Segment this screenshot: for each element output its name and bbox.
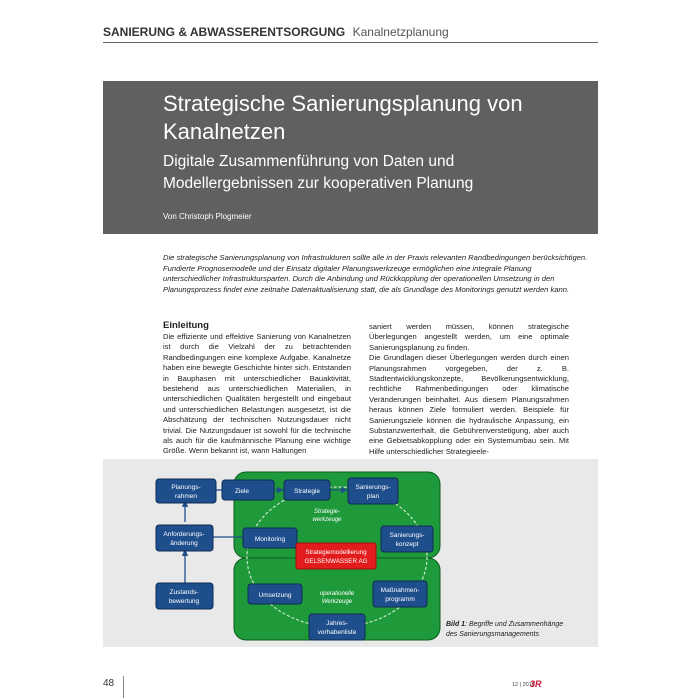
planungsrahmen-label: Planungs-	[171, 484, 201, 491]
monitoring-box	[243, 528, 297, 548]
massnahmenprogramm-label: programm	[385, 596, 415, 603]
body-paragraph: saniert werden müssen, können strategische Überlegungen angestellt werden, um eine optimale Sanierungsplanung zu finden.	[369, 322, 569, 352]
jahresvorhabenliste-label: vorhabenliste	[317, 629, 357, 636]
body-paragraph: Die effiziente und effektive Sanierung von Kanalnetzen ist durch die Vielzahl der zu betrachtenden Randbedingungen eine komplexe Aufgabe. Kanalnetze haben eine bewegte Geschichte hinter sich. Entstanden in Bauphasen mit unterschiedlicher Bauaktivität, bestehend aus unterschiedlichen Materialien, in unterschiedlichen Qualitäten hergestellt und eingebaut und unterschiedlichen Belastungen ausgesetzt, ist die Abschätzung der technischen Nutzungsdauer nicht trivial. Die Nutzungsdauer ist sowohl für die technische als auch für die kaufmännische Planung eine wichtige Größe. Wenn bekannt ist, wann Haltungen	[163, 332, 351, 456]
jahresvorhabenliste-box	[309, 614, 365, 640]
title-banner	[103, 81, 598, 234]
strategie-box	[284, 480, 330, 500]
sanierungsplan-label: plan	[366, 493, 380, 500]
issue-label: 12 | 2018	[512, 682, 535, 688]
strategiewerkzeuge-label: werkzeuge	[312, 517, 342, 523]
subsection-label: Kanalnetzplanung	[352, 25, 449, 39]
strategie-label: Strategie	[293, 488, 321, 495]
anforderungsaenderung-label: Anforderungs-	[163, 531, 205, 538]
intro-paragraph: Die strategische Sanierungsplanung von Infrastrukturen sollte alle in der Praxis relevanten Randbedingungen berücksichtigen. Fundierte Prognosemodelle und der Einsatz digitaler Planungswerkzeuge ermöglichen eine integrale Planung unterschiedlicher Infrastruktursparten. Durch die Anbindung und Rückkopplung der operationellen Umsetzung in den Planungsprozess findet eine zeitnahe Datenaktualisierung statt, die als Grundlage des Monitorings genutzt werden kann.	[163, 253, 588, 294]
center-red-box	[296, 543, 376, 569]
page-number: 48	[103, 678, 115, 689]
section-heading: Einleitung	[163, 320, 209, 331]
running-header	[103, 25, 449, 39]
sanierungskonzept-label: konzept	[395, 541, 419, 548]
author-line: Von Christoph Plogmeier	[163, 212, 252, 221]
massnahmenprogramm-label: Maßnahmen-	[380, 587, 420, 594]
article-title: Strategische Sanierungsplanung von Kanalnetzen	[163, 91, 523, 144]
caption-text: : Begriffe und Zusammenhänge des Sanierungsmanagements	[446, 621, 564, 638]
operationelle-werkzeuge-label: Werkzeuge	[321, 599, 353, 605]
operationelle-werkzeuge-label: operationelle	[319, 591, 355, 597]
anforderungsaenderung-label: änderung	[170, 540, 198, 547]
massnahmenprogramm-box	[373, 581, 427, 607]
umsetzung-box	[248, 584, 302, 604]
figure-diagram	[103, 459, 598, 647]
text-column-right	[369, 322, 569, 457]
ziele-label: Ziele	[234, 488, 250, 495]
journal-logo: 3R	[530, 679, 542, 689]
sanierungskonzept-label: Sanierungs-	[389, 532, 425, 539]
anforderungsaenderung-box	[156, 525, 213, 551]
monitoring-label: Monitoring	[254, 536, 286, 543]
zustandsbewertung-label: Zustands-	[169, 589, 199, 596]
footer-rule	[123, 676, 124, 698]
planungsrahmen-box	[156, 479, 216, 503]
zustandsbewertung-label: bewertung	[168, 598, 200, 605]
caption-label: Bild 1	[446, 621, 466, 628]
sanierungsplan-label: Sanierungs-	[355, 484, 391, 491]
sanierungsplan-box	[348, 478, 398, 504]
center-label-1: Strategiemodellierung	[305, 549, 367, 556]
strategiewerkzeuge-label: Strategie-	[313, 509, 341, 515]
center-label-2: GELSENWASSER AG	[304, 558, 368, 565]
figure-caption	[446, 620, 566, 640]
article-subtitle: Digitale Zusammenführung von Daten und Modellergebnissen zur kooperativen Planung	[163, 153, 474, 192]
body-paragraph: Die Grundlagen dieser Überlegungen werden durch einen Planungsrahmen vorgegeben, der z. B. Stadtentwicklungskonzepte, Bevölkerungsentwicklung, rechtliche Rahmenbedingungen oder klimatische Veränderungen beinhaltet. Aus diesem Planungsrahmen heraus können Ziele formuliert werden. Beispiele für Sanierungsziele können die hydraulische Anpassung, ein Substanzwerterhalt, die Gebührenverstetigung, aber auch eine Gebietsabkopplung oder ein Systemumbau sein. Mit Hilfe unterschiedlicher Strategieele-	[369, 353, 569, 456]
zustandsbewertung-box	[156, 583, 213, 609]
umsetzung-label: Umsetzung	[258, 592, 292, 599]
jahresvorhabenliste-label: Jahres-	[326, 620, 348, 627]
planungsrahmen-label: rahmen	[174, 493, 198, 500]
section-label: SANIERUNG & ABWASSERENTSORGUNG	[103, 25, 346, 39]
sanierungskonzept-box	[381, 526, 433, 552]
text-column-left	[163, 320, 351, 457]
ziele-box	[222, 480, 274, 500]
header-rule	[103, 42, 598, 43]
